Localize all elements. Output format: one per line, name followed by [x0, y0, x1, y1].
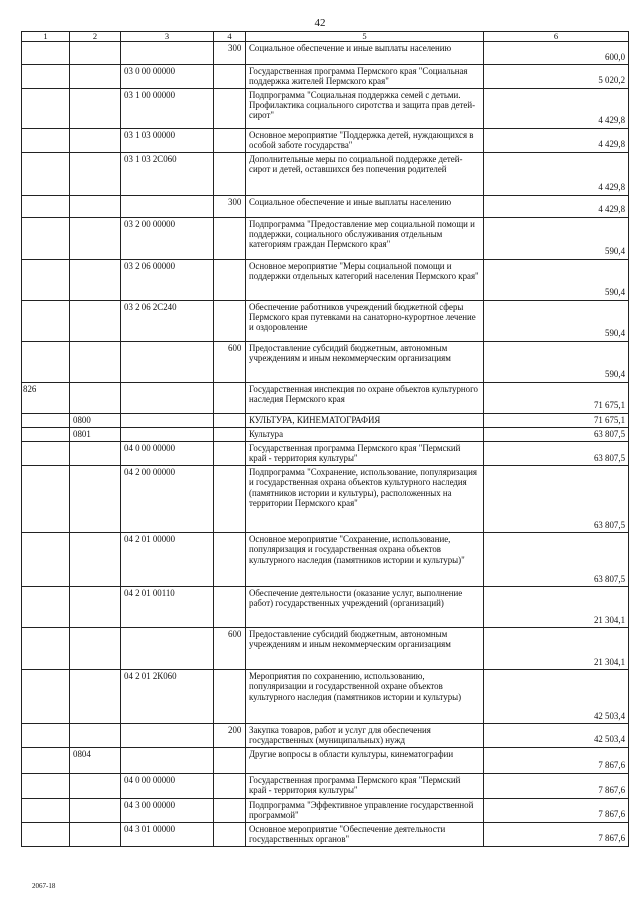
section-code-cell: [70, 466, 121, 533]
table-row: [22, 128, 629, 152]
column-number: 4: [214, 32, 246, 42]
expense-type-cell: 600: [214, 628, 246, 670]
target-article-cell: [121, 427, 214, 441]
admin-code-cell: [22, 442, 70, 466]
description-cell: Основное мероприятие "Обеспечение деятельности государственных органов": [246, 822, 484, 846]
target-article-cell: [121, 724, 214, 748]
expense-type-cell: [214, 442, 246, 466]
section-code-cell: [70, 798, 121, 822]
section-code-cell: [70, 382, 121, 413]
amount-cell: 5 020,2: [484, 65, 629, 89]
admin-code-cell: [22, 466, 70, 533]
table-row: [22, 88, 629, 128]
admin-code-cell: [22, 413, 70, 427]
table-row: [22, 798, 629, 822]
amount-cell: 4 429,8: [484, 88, 629, 128]
description-cell: Дополнительные меры по социальной поддержке детей-сирот и детей, оставшихся без попечения родителей: [246, 152, 484, 195]
amount-cell: 42 503,4: [484, 670, 629, 724]
target-article-cell: 03 0 00 00000: [121, 65, 214, 89]
table-row: [22, 413, 629, 427]
amount-cell: 4 429,8: [484, 195, 629, 217]
target-article-cell: [121, 42, 214, 65]
expense-type-cell: [214, 533, 246, 587]
section-code-cell: [70, 587, 121, 628]
target-article-cell: 03 2 00 00000: [121, 217, 214, 259]
table-row: [22, 773, 629, 798]
expense-type-cell: [214, 773, 246, 798]
section-code-cell: [70, 128, 121, 152]
admin-code-cell: [22, 670, 70, 724]
column-number: 3: [121, 32, 214, 42]
amount-cell: 7 867,6: [484, 798, 629, 822]
table-row: [22, 259, 629, 300]
target-article-cell: [121, 747, 214, 773]
section-code-cell: [70, 533, 121, 587]
admin-code-cell: [22, 259, 70, 300]
admin-code-cell: [22, 128, 70, 152]
section-code-cell: [70, 152, 121, 195]
expense-type-cell: [214, 259, 246, 300]
description-cell: Основное мероприятие "Сохранение, использование, популяризация и государственная охрана объектов культурного наследия (памятников истории и культуры)": [246, 533, 484, 587]
table-row: [22, 217, 629, 259]
target-article-cell: 03 1 03 2С060: [121, 152, 214, 195]
column-number: 6: [484, 32, 629, 42]
admin-code-cell: [22, 533, 70, 587]
expense-type-cell: [214, 65, 246, 89]
admin-code-cell: [22, 747, 70, 773]
amount-cell: 63 807,5: [484, 533, 629, 587]
description-cell: Обеспечение работников учреждений бюджетной сферы Пермского края путевками на санаторно-курортное лечение и оздоровление: [246, 300, 484, 341]
amount-cell: 590,4: [484, 300, 629, 341]
table-row: [22, 442, 629, 466]
admin-code-cell: [22, 724, 70, 748]
admin-code-cell: [22, 587, 70, 628]
amount-cell: 7 867,6: [484, 747, 629, 773]
amount-cell: 42 503,4: [484, 724, 629, 748]
target-article-cell: [121, 628, 214, 670]
description-cell: Государственная программа Пермского края "Пермский край - территория культуры": [246, 442, 484, 466]
amount-cell: 21 304,1: [484, 628, 629, 670]
description-cell: Государственная программа Пермского края "Пермский край - территория культуры": [246, 773, 484, 798]
table-row: [22, 152, 629, 195]
table-row: [22, 427, 629, 441]
section-code-cell: [70, 42, 121, 65]
description-cell: Культура: [246, 427, 484, 441]
description-cell: Государственная программа Пермского края "Социальная поддержка жителей Пермского края": [246, 65, 484, 89]
target-article-cell: 04 3 01 00000: [121, 822, 214, 846]
amount-cell: 590,4: [484, 259, 629, 300]
description-cell: Подпрограмма "Социальная поддержка семей с детьми. Профилактика социального сиротства и защита прав детей-сирот": [246, 88, 484, 128]
amount-cell: 71 675,1: [484, 382, 629, 413]
target-article-cell: 03 2 06 00000: [121, 259, 214, 300]
admin-code-cell: [22, 88, 70, 128]
amount-cell: 63 807,5: [484, 427, 629, 441]
description-cell: Обеспечение деятельности (оказание услуг, выполнение работ) государственных учреждений (организаций): [246, 587, 484, 628]
target-article-cell: 04 2 01 2К060: [121, 670, 214, 724]
column-number: 1: [22, 32, 70, 42]
amount-cell: 7 867,6: [484, 773, 629, 798]
section-code-cell: [70, 442, 121, 466]
admin-code-cell: [22, 195, 70, 217]
admin-code-cell: [22, 822, 70, 846]
document-code: 2067-18: [32, 882, 56, 890]
section-code-cell: [70, 628, 121, 670]
section-code-cell: [70, 300, 121, 341]
table-row: [22, 42, 629, 65]
admin-code-cell: [22, 798, 70, 822]
section-code-cell: [70, 88, 121, 128]
expense-type-cell: [214, 128, 246, 152]
expense-type-cell: [214, 413, 246, 427]
target-article-cell: 04 0 00 00000: [121, 442, 214, 466]
description-cell: Социальное обеспечение и иные выплаты населению: [246, 195, 484, 217]
target-article-cell: 04 2 01 00110: [121, 587, 214, 628]
expense-type-cell: 300: [214, 195, 246, 217]
target-article-cell: 04 2 01 00000: [121, 533, 214, 587]
description-cell: Предоставление субсидий бюджетным, автономным учреждениям и иным некоммерческим организациям: [246, 628, 484, 670]
amount-cell: 4 429,8: [484, 152, 629, 195]
description-cell: Другие вопросы в области культуры, кинематографии: [246, 747, 484, 773]
table-row: [22, 533, 629, 587]
description-cell: Предоставление субсидий бюджетным, автономным учреждениям и иным некоммерческим организациям: [246, 341, 484, 382]
target-article-cell: [121, 195, 214, 217]
amount-cell: 63 807,5: [484, 466, 629, 533]
amount-cell: 63 807,5: [484, 442, 629, 466]
expense-type-cell: [214, 382, 246, 413]
admin-code-cell: [22, 300, 70, 341]
target-article-cell: [121, 382, 214, 413]
section-code-cell: 0801: [70, 427, 121, 441]
amount-cell: 600,0: [484, 42, 629, 65]
table-row: [22, 587, 629, 628]
amount-cell: 7 867,6: [484, 822, 629, 846]
admin-code-cell: [22, 427, 70, 441]
section-code-cell: [70, 259, 121, 300]
description-cell: Подпрограмма "Предоставление мер социальной помощи и поддержки, социального обслуживания отдельным категориям граждан Пермского края": [246, 217, 484, 259]
page-number: 42: [314, 17, 326, 29]
admin-code-cell: [22, 217, 70, 259]
admin-code-cell: [22, 152, 70, 195]
description-cell: Социальное обеспечение и иные выплаты населению: [246, 42, 484, 65]
expense-type-cell: [214, 466, 246, 533]
admin-code-cell: [22, 42, 70, 65]
expense-type-cell: [214, 670, 246, 724]
table-row: [22, 341, 629, 382]
section-code-cell: [70, 195, 121, 217]
section-code-cell: [70, 822, 121, 846]
column-number: 5: [246, 32, 484, 42]
expense-type-cell: [214, 217, 246, 259]
table-row: [22, 747, 629, 773]
target-article-cell: 04 2 00 00000: [121, 466, 214, 533]
description-cell: КУЛЬТУРА, КИНЕМАТОГРАФИЯ: [246, 413, 484, 427]
admin-code-cell: [22, 341, 70, 382]
amount-cell: 4 429,8: [484, 128, 629, 152]
amount-cell: 71 675,1: [484, 413, 629, 427]
expense-type-cell: [214, 300, 246, 341]
amount-cell: 590,4: [484, 217, 629, 259]
description-cell: Основное мероприятие "Поддержка детей, нуждающихся в особой заботе государства": [246, 128, 484, 152]
admin-code-cell: [22, 628, 70, 670]
section-code-cell: 0800: [70, 413, 121, 427]
table-row: [22, 382, 629, 413]
table-row: [22, 300, 629, 341]
target-article-cell: 03 1 00 00000: [121, 88, 214, 128]
table-row: [22, 670, 629, 724]
expense-type-cell: [214, 747, 246, 773]
target-article-cell: 03 2 06 2С240: [121, 300, 214, 341]
description-cell: Подпрограмма "Эффективное управление государственной программой": [246, 798, 484, 822]
expense-type-cell: [214, 587, 246, 628]
table-row: [22, 822, 629, 846]
description-cell: Государственная инспекция по охране объектов культурного наследия Пермского края: [246, 382, 484, 413]
section-code-cell: [70, 773, 121, 798]
table-row: [22, 628, 629, 670]
column-number: 2: [70, 32, 121, 42]
budget-table: [21, 31, 629, 847]
expense-type-cell: 300: [214, 42, 246, 65]
target-article-cell: [121, 341, 214, 382]
target-article-cell: 03 1 03 00000: [121, 128, 214, 152]
section-code-cell: [70, 670, 121, 724]
target-article-cell: [121, 413, 214, 427]
expense-type-cell: [214, 798, 246, 822]
table-row: [22, 195, 629, 217]
admin-code-cell: 826: [22, 382, 70, 413]
target-article-cell: 04 0 00 00000: [121, 773, 214, 798]
section-code-cell: [70, 65, 121, 89]
expense-type-cell: [214, 822, 246, 846]
section-code-cell: [70, 341, 121, 382]
description-cell: Мероприятия по сохранению, использованию, популяризации и государственной охране объектов культурного наследия (памятников истории и культуры): [246, 670, 484, 724]
admin-code-cell: [22, 65, 70, 89]
section-code-cell: [70, 217, 121, 259]
description-cell: Основное мероприятие "Меры социальной помощи и поддержки отдельных категорий населения Пермского края": [246, 259, 484, 300]
admin-code-cell: [22, 773, 70, 798]
expense-type-cell: 200: [214, 724, 246, 748]
expense-type-cell: [214, 152, 246, 195]
expense-type-cell: [214, 427, 246, 441]
amount-cell: 21 304,1: [484, 587, 629, 628]
amount-cell: 590,4: [484, 341, 629, 382]
target-article-cell: 04 3 00 00000: [121, 798, 214, 822]
expense-type-cell: 600: [214, 341, 246, 382]
description-cell: Подпрограмма "Сохранение, использование, популяризация и государственная охрана объектов культурного наследия (памятников истории и культуры), расположенных на территории Пермского края": [246, 466, 484, 533]
section-code-cell: [70, 724, 121, 748]
description-cell: Закупка товаров, работ и услуг для обеспечения государственных (муниципальных) нужд: [246, 724, 484, 748]
expense-type-cell: [214, 88, 246, 128]
table-row: [22, 466, 629, 533]
table-row: [22, 724, 629, 748]
section-code-cell: 0804: [70, 747, 121, 773]
table-row: [22, 65, 629, 89]
column-number-row: [22, 32, 629, 42]
